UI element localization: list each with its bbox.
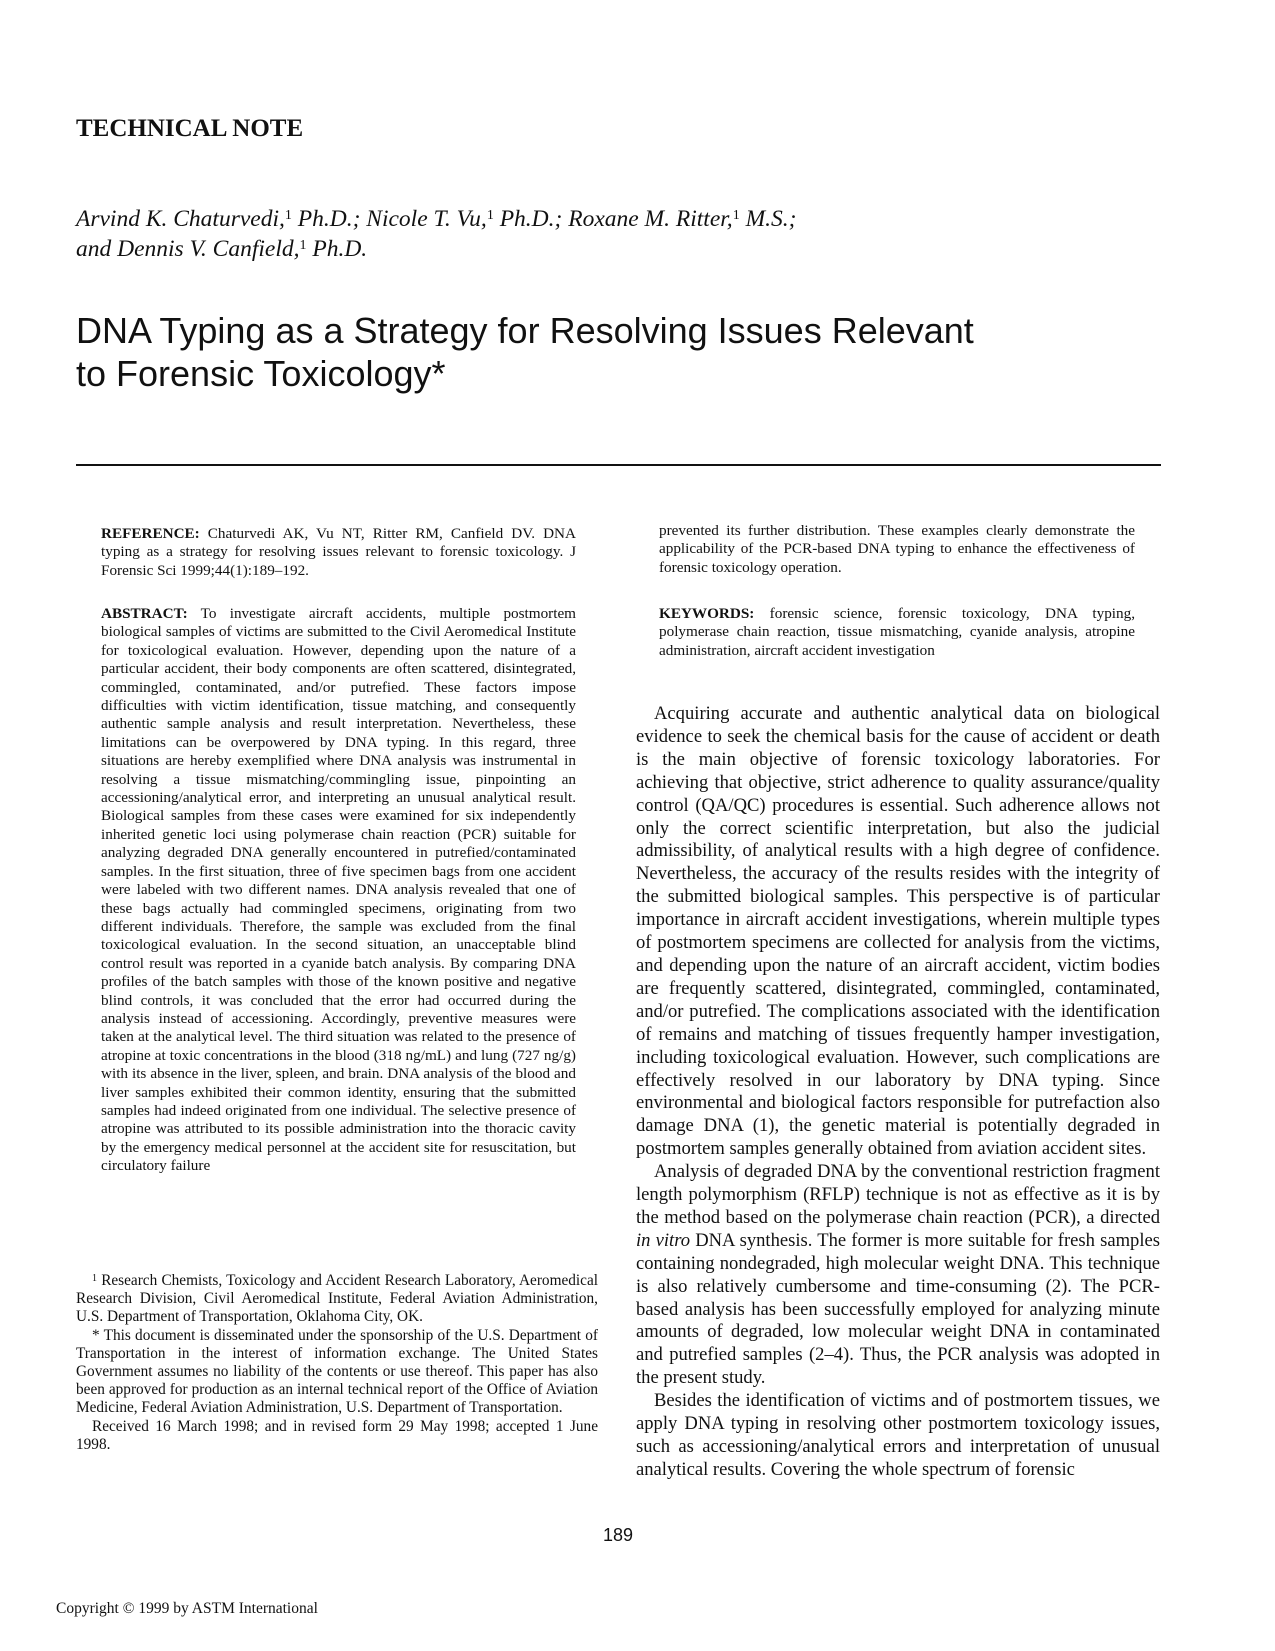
- keywords-block: [659, 605, 1135, 660]
- author-degree: Ph.D.;: [291, 206, 367, 232]
- body-text: [636, 703, 1160, 1482]
- abstract-block: [101, 605, 576, 1176]
- author-list: [76, 204, 1176, 264]
- section-label: TECHNICAL NOTE: [76, 115, 304, 142]
- copyright-notice: Copyright © 1999 by ASTM International: [56, 1600, 318, 1617]
- body-paragraph: Besides the identification of victims and of postmortem tissues, we apply DNA typing in resolving other postmortem toxicology issues, such as accessioning/analytical errors and interpretation of unusual analytical results. Covering the whole spectrum of forensic: [636, 1390, 1160, 1480]
- header-divider: [76, 464, 1161, 466]
- author-degree: M.S.;: [739, 206, 797, 232]
- affiliation-mark: 1: [284, 208, 292, 223]
- footnote-mark: 1: [92, 1273, 97, 1284]
- author-name: Roxane M. Ritter,: [568, 206, 733, 232]
- footnote-affiliation: [76, 1272, 598, 1327]
- footnotes: [76, 1272, 598, 1454]
- title-line: DNA Typing as a Strategy for Resolving Issues Relevant: [76, 310, 974, 351]
- abstract-text: To investigate aircraft accidents, multiple postmortem biological samples of victims are submitted to the Civil Aeromedical Institute for toxicological evaluation. However, depending upon the nature of a particular accident, their body components are often scattered, disintegrated, commingled, contaminated, and/or putrefied. These factors impose difficulties with victim identification, tissue matching, and consequently authentic sample analysis and result interpretation. Nevertheless, these limitations can be overpowered by DNA typing. In this regard, three situations are hereby exemplified where DNA analysis was instrumental in resolving a tissue mismatching/commingling issue, pinpointing an accessioning/analytical error, and interpreting an unusual analytical result. Biological samples from these cases were examined for six independently inherited genetic loci using polymerase chain reaction (PCR) suitable for analyzing degraded DNA generally encountered in putrefied/contaminated samples. In the first situation, three of five specimen bags from one accident were labeled with two different names. DNA analysis revealed that one of these bags actually had commingled specimens, originating from two different individuals. Therefore, the sample was excluded from the final toxicological evaluation. In the second situation, an unacceptable blind control result was reported in a cyanide batch analysis. By comparing DNA profiles of the batch samples with those of the known positive and negative blind controls, it was concluded that the error had occurred during the analysis instead of accessioning. Accordingly, preventive measures were taken at the analytical level. The third situation was related to the presence of atropine at toxic concentrations in the blood (318 ng/mL) and lung (727 ng/g) with its absence in the liver, spleen, and brain. DNA analysis of the blood and liver samples exhibited their common identity, ensuring that the submitted samples had indeed originated from one individual. The selective presence of atropine was attributed to its possible administration into the thoracic cavity by the emergency medical personnel at the accident site for resuscitation, but circulatory failure: [101, 605, 576, 1175]
- affiliation-mark: 1: [486, 208, 494, 223]
- reference-label: REFERENCE:: [101, 525, 200, 542]
- author-name: Nicole T. Vu,: [366, 206, 487, 232]
- body-text-run: Analysis of degraded DNA by the conventional restriction fragment length polymorphism (RFLP) technique is not as effective as it is by the method based on the polymerase chain reaction (PCR), a directed: [636, 1161, 1160, 1228]
- page-number: 189: [602, 1525, 634, 1545]
- body-paragraph: [636, 1161, 1160, 1390]
- footnote-received: Received 16 March 1998; and in revised form 29 May 1998; accepted 1 June 1998.: [76, 1417, 598, 1453]
- author-degree: Ph.D.: [306, 236, 368, 262]
- body-text-run: DNA synthesis. The former is more suitable for fresh samples containing nondegraded, high molecular weight DNA. This technique is also relatively cumbersome and time-consuming (2). The PCR-based analysis has been successfully employed for analyzing minute amounts of degraded, low molecular weight DNA in contaminated and putrefied samples (2–4). Thus, the PCR analysis was adopted in the present study.: [636, 1229, 1160, 1389]
- affiliation-mark: 1: [299, 238, 307, 253]
- reference-text: Chaturvedi AK, Vu NT, Ritter RM, Canfield DV. DNA typing as a strategy for resolving issues relevant to forensic toxicology. J Forensic Sci 1999;44(1):189–192.: [101, 525, 576, 579]
- body-paragraph: Acquiring accurate and authentic analytical data on biological evidence to seek the chemical basis for the cause of accident or death is the main objective of forensic toxicology laboratories. For achieving that objective, strict adherence to quality assurance/quality control (QA/QC) procedures is essential. Such adherence allows not only the correct scientific interpretation, but also the judicial admissibility, of analytical results with a high degree of confidence. Nevertheless, the accuracy of the results resides with the integrity of the submitted biological samples. This perspective is of particular importance in aircraft accident investigations, wherein multiple types of postmortem specimens are collected for analysis from the victims, and depending upon the nature of an aircraft accident, victim bodies are frequently scattered, disintegrated, commingled, contaminated, and/or putrefied. The complications associated with the identification of remains and matching of tissues frequently hamper investigation, including toxicological evaluation. However, such complications are effectively resolved in our laboratory by DNA typing. Since environmental and biological factors responsible for putrefaction also damage DNA (1), the genetic material is potentially degraded in postmortem samples generally obtained from aviation accident sites.: [636, 703, 1160, 1160]
- author-name: and Dennis V. Canfield,: [76, 236, 300, 262]
- title-line: to Forensic Toxicology*: [76, 353, 446, 394]
- footnote-text: Research Chemists, Toxicology and Accident Research Laboratory, Aeromedical Research Division, Civil Aeromedical Institute, Federal Aviation Administration, U.S. Department of Transportation, Oklahoma City, OK.: [76, 1272, 598, 1326]
- keywords-label: KEYWORDS:: [659, 605, 755, 622]
- reference-block: [101, 525, 576, 580]
- affiliation-mark: 1: [732, 208, 740, 223]
- footnote-sponsorship: * This document is disseminated under the sponsorship of the U.S. Department of Transportation in the interest of information exchange. The United States Government assumes no liability of the contents or use thereof. This paper has also been approved for production as an internal technical report of the Office of Aviation Medicine, Federal Aviation Administration, U.S. Department of Transportation.: [76, 1326, 598, 1417]
- author-name: Arvind K. Chaturvedi,: [76, 206, 285, 232]
- italic-term: in vitro: [636, 1229, 691, 1251]
- abstract-label: ABSTRACT:: [101, 605, 188, 622]
- keywords-text: forensic science, forensic toxicology, DNA typing, polymerase chain reaction, tissue mismatching, cyanide analysis, atropine administration, aircraft accident investigation: [659, 605, 1135, 659]
- author-degree: Ph.D.;: [493, 206, 569, 232]
- paper-title: [76, 309, 1176, 395]
- abstract-continued: prevented its further distribution. These examples clearly demonstrate the applicability of the PCR-based DNA typing to enhance the effectiveness of forensic toxicology operation.: [659, 522, 1135, 576]
